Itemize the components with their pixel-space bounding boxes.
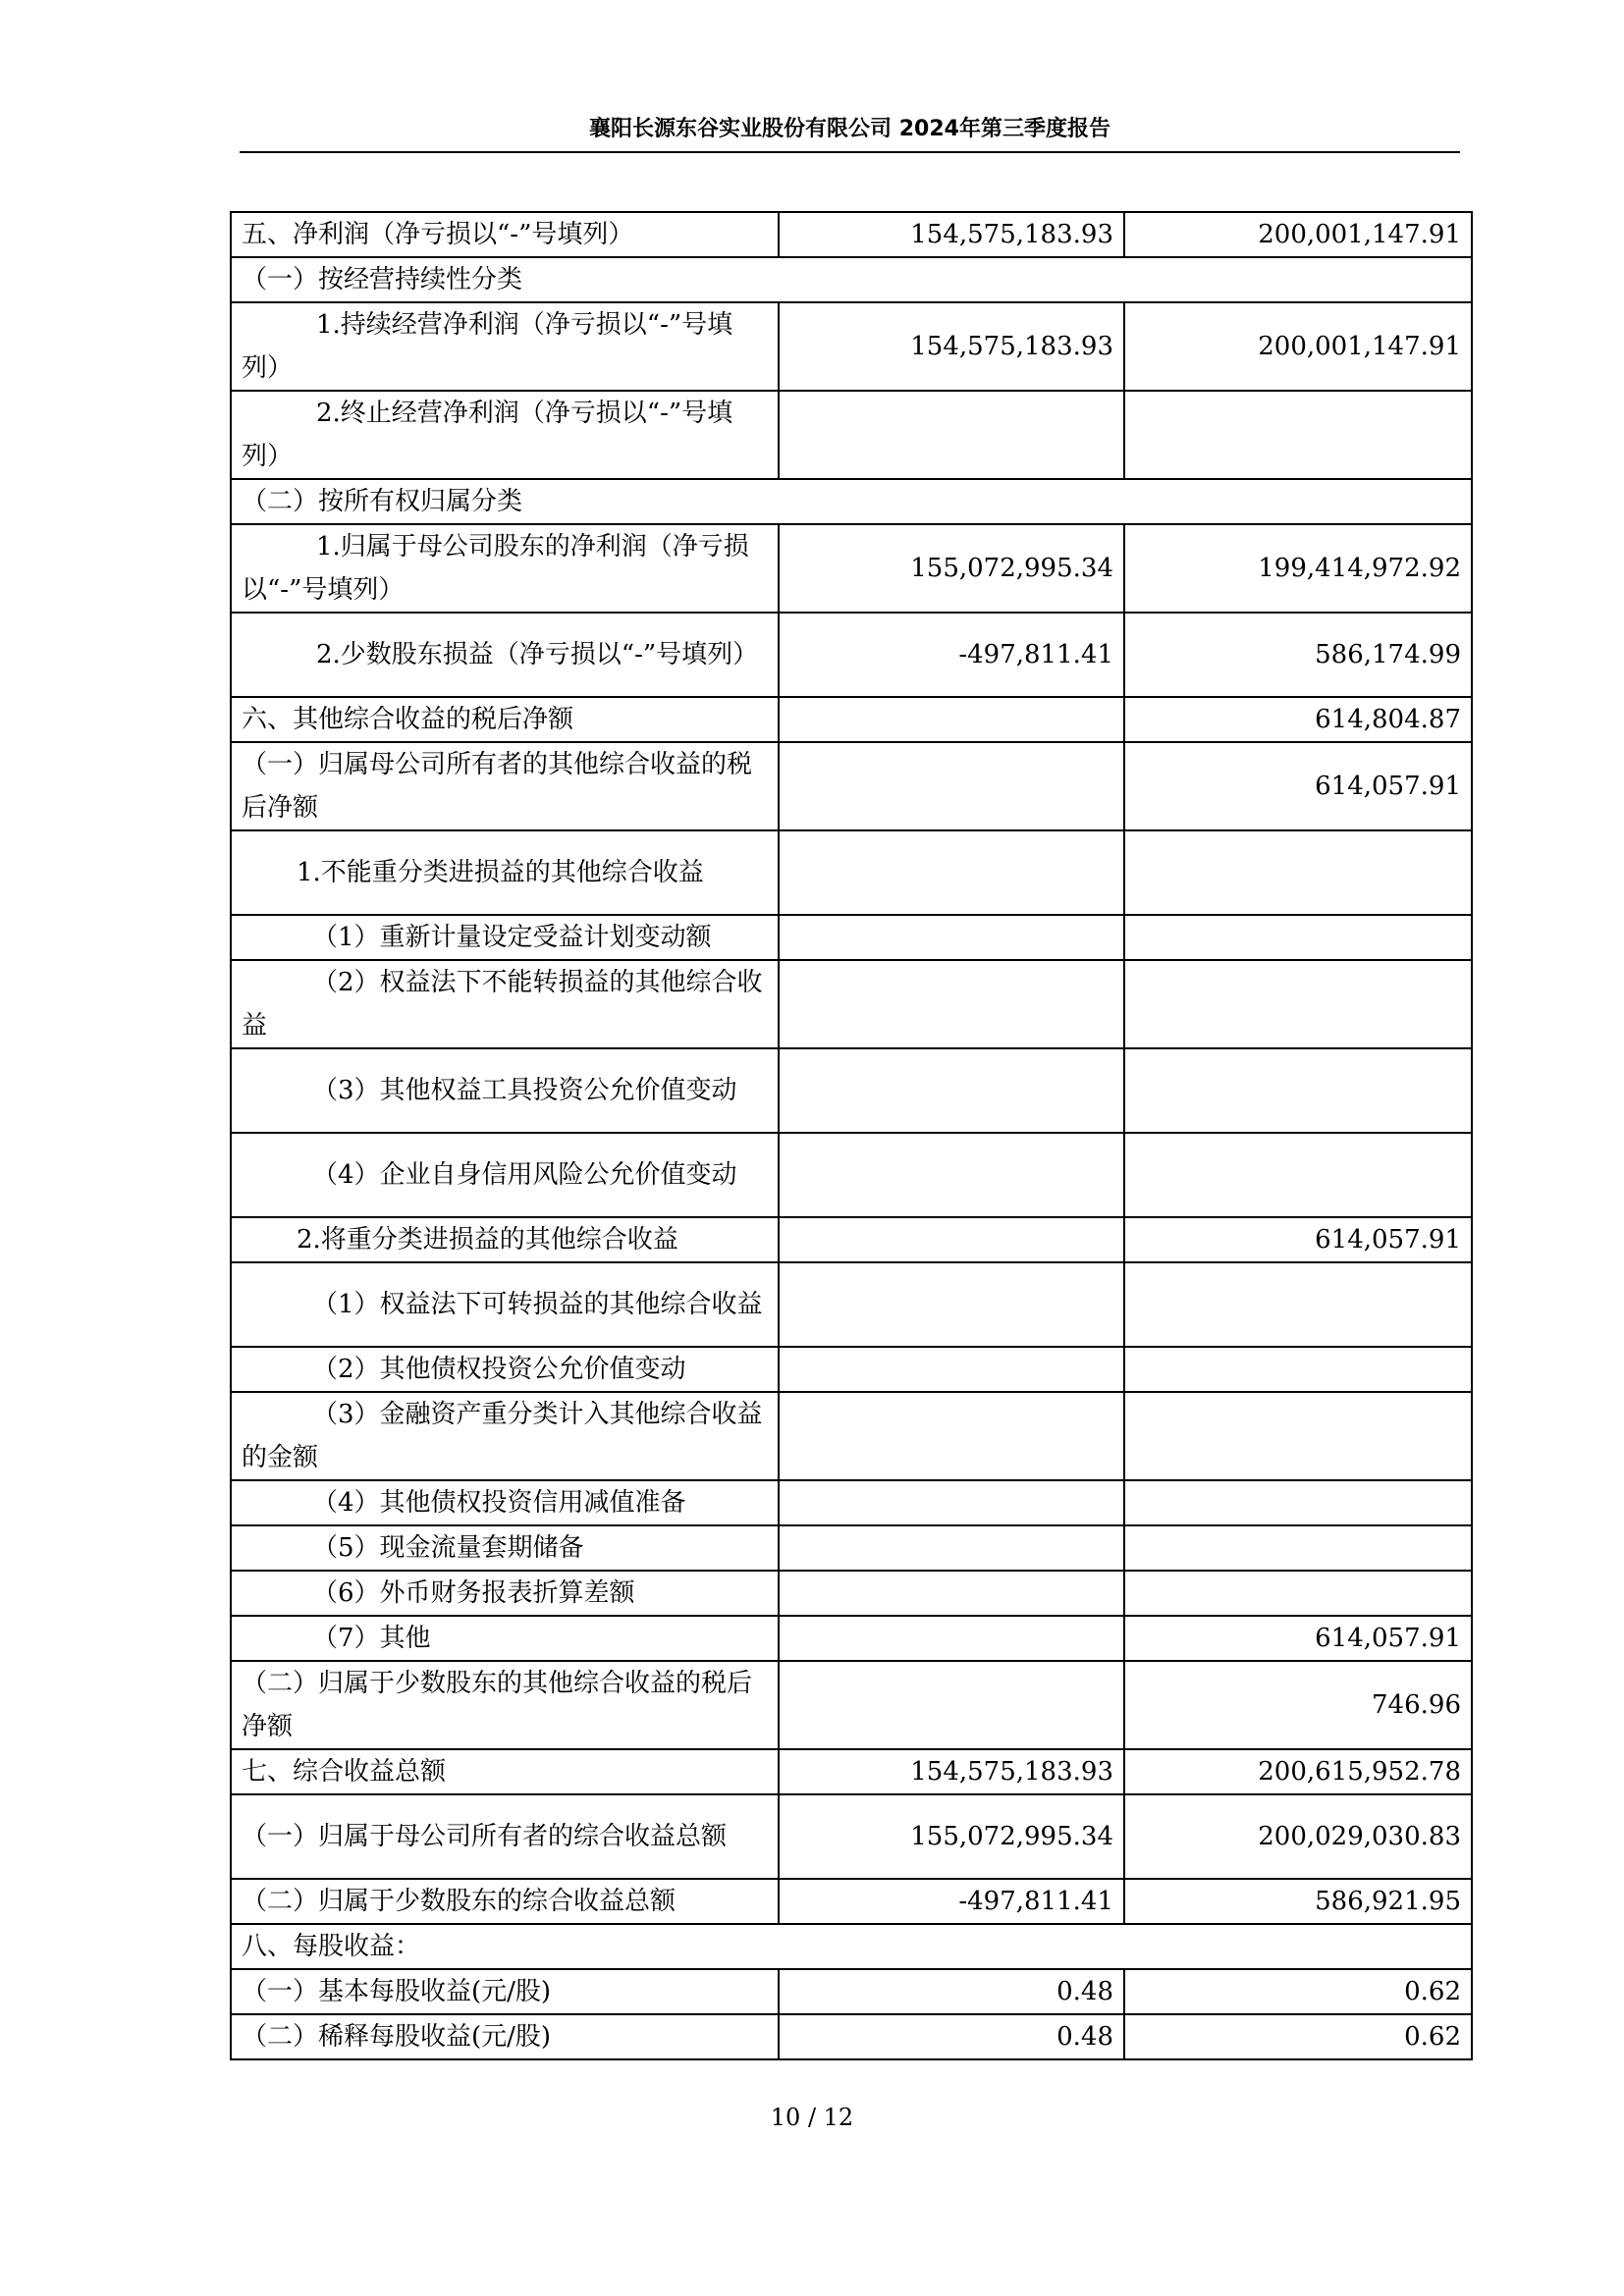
prior-period-value: [1124, 1525, 1472, 1571]
row-label: （二）归属于少数股东的综合收益总额: [231, 1879, 779, 1924]
table-row: [231, 1048, 1472, 1133]
prior-period-value: 586,921.95: [1124, 1879, 1472, 1924]
income-statement-body: [231, 212, 1472, 2059]
prior-period-value: 0.62: [1124, 1969, 1472, 2014]
current-period-value: [779, 1571, 1124, 1616]
row-label: （一）归属母公司所有者的其他综合收益的税后净额: [231, 742, 779, 830]
current-period-value: 154,575,183.93: [779, 302, 1124, 391]
table-row: [231, 524, 1472, 613]
row-label: 1.持续经营净利润（净亏损以“-”号填列）: [231, 302, 779, 391]
table-row: [231, 1571, 1472, 1616]
prior-period-value: [1124, 1262, 1472, 1347]
prior-period-value: 200,001,147.91: [1124, 212, 1472, 257]
row-label: （4）其他债权投资信用减值准备: [231, 1480, 779, 1525]
prior-period-value: [1124, 1347, 1472, 1392]
table-row: [231, 830, 1472, 915]
table-row: [231, 1969, 1472, 2014]
table-row: [231, 1879, 1472, 1924]
prior-period-value: 614,057.91: [1124, 1217, 1472, 1262]
row-label: （一）归属于母公司所有者的综合收益总额: [231, 1794, 779, 1879]
current-period-value: 0.48: [779, 2014, 1124, 2059]
current-period-value: [779, 1048, 1124, 1133]
current-period-value: 0.48: [779, 1969, 1124, 2014]
row-label: 2.少数股东损益（净亏损以“-”号填列）: [231, 613, 779, 697]
row-label: （1）重新计量设定受益计划变动额: [231, 915, 779, 960]
current-period-value: 154,575,183.93: [779, 1749, 1124, 1794]
table-row: [231, 1661, 1472, 1749]
row-label: （3）其他权益工具投资公允价值变动: [231, 1048, 779, 1133]
current-period-value: [779, 1480, 1124, 1525]
current-period-value: [779, 960, 1124, 1048]
prior-period-value: [1124, 391, 1472, 479]
current-period-value: [779, 1392, 1124, 1480]
table-row: [231, 479, 1472, 524]
current-period-value: [779, 1525, 1124, 1571]
prior-period-value: 200,029,030.83: [1124, 1794, 1472, 1879]
row-label: 六、其他综合收益的税后净额: [231, 697, 779, 742]
current-period-value: [779, 1133, 1124, 1217]
row-label: 七、综合收益总额: [231, 1749, 779, 1794]
table-row: [231, 697, 1472, 742]
table-row: [231, 257, 1472, 302]
table-row: [231, 2014, 1472, 2059]
current-period-value: 155,072,995.34: [779, 524, 1124, 613]
row-label: （3）金融资产重分类计入其他综合收益的金额: [231, 1392, 779, 1480]
row-label: （二）按所有权归属分类: [231, 479, 1472, 524]
prior-period-value: [1124, 1480, 1472, 1525]
row-label: （1）权益法下可转损益的其他综合收益: [231, 1262, 779, 1347]
table-row: [231, 960, 1472, 1048]
prior-period-value: [1124, 830, 1472, 915]
current-period-value: [779, 1347, 1124, 1392]
table-row: [231, 1924, 1472, 1969]
table-row: [231, 391, 1472, 479]
prior-period-value: [1124, 1571, 1472, 1616]
current-period-value: [779, 1616, 1124, 1661]
current-period-value: [779, 830, 1124, 915]
current-period-value: [779, 1217, 1124, 1262]
current-period-value: 154,575,183.93: [779, 212, 1124, 257]
table-row: [231, 1794, 1472, 1879]
table-row: [231, 915, 1472, 960]
header-divider: [240, 151, 1460, 153]
prior-period-value: [1124, 1392, 1472, 1480]
current-period-value: [779, 1262, 1124, 1347]
prior-period-value: 614,057.91: [1124, 1616, 1472, 1661]
table-row: [231, 1616, 1472, 1661]
table-row: [231, 1749, 1472, 1794]
row-label: （6）外币财务报表折算差额: [231, 1571, 779, 1616]
table-row: [231, 212, 1472, 257]
table-row: [231, 1525, 1472, 1571]
row-label: （二）稀释每股收益(元/股): [231, 2014, 779, 2059]
prior-period-value: 199,414,972.92: [1124, 524, 1472, 613]
current-period-value: [779, 742, 1124, 830]
table-row: [231, 613, 1472, 697]
current-period-value: [779, 697, 1124, 742]
row-label: 1.不能重分类进损益的其他综合收益: [231, 830, 779, 915]
prior-period-value: 586,174.99: [1124, 613, 1472, 697]
row-label: （4）企业自身信用风险公允价值变动: [231, 1133, 779, 1217]
prior-period-value: 200,001,147.91: [1124, 302, 1472, 391]
row-label: （5）现金流量套期储备: [231, 1525, 779, 1571]
current-period-value: -497,811.41: [779, 1879, 1124, 1924]
current-period-value: -497,811.41: [779, 613, 1124, 697]
table-row: [231, 1347, 1472, 1392]
current-period-value: [779, 391, 1124, 479]
current-period-value: 155,072,995.34: [779, 1794, 1124, 1879]
row-label: （二）归属于少数股东的其他综合收益的税后净额: [231, 1661, 779, 1749]
prior-period-value: 746.96: [1124, 1661, 1472, 1749]
prior-period-value: [1124, 1048, 1472, 1133]
page-number: 10 / 12: [770, 2104, 854, 2131]
table-row: [231, 1480, 1472, 1525]
row-label: （2）其他债权投资公允价值变动: [231, 1347, 779, 1392]
table-row: [231, 1262, 1472, 1347]
row-label: （一）按经营持续性分类: [231, 257, 1472, 302]
row-label: 2.将重分类进损益的其他综合收益: [231, 1217, 779, 1262]
row-label: 五、净利润（净亏损以“-”号填列）: [231, 212, 779, 257]
table-row: [231, 302, 1472, 391]
table-row: [231, 1217, 1472, 1262]
row-label: 1.归属于母公司股东的净利润（净亏损以“-”号填列）: [231, 524, 779, 613]
prior-period-value: 614,057.91: [1124, 742, 1472, 830]
row-label: 八、每股收益：: [231, 1924, 1472, 1969]
income-statement-table: [230, 211, 1473, 2060]
prior-period-value: 200,615,952.78: [1124, 1749, 1472, 1794]
row-label: （7）其他: [231, 1616, 779, 1661]
table-row: [231, 1133, 1472, 1217]
table-row: [231, 1392, 1472, 1480]
table-row: [231, 742, 1472, 830]
current-period-value: [779, 915, 1124, 960]
prior-period-value: 0.62: [1124, 2014, 1472, 2059]
row-label: 2.终止经营净利润（净亏损以“-”号填列）: [231, 391, 779, 479]
prior-period-value: [1124, 915, 1472, 960]
current-period-value: [779, 1661, 1124, 1749]
prior-period-value: 614,804.87: [1124, 697, 1472, 742]
prior-period-value: [1124, 1133, 1472, 1217]
report-header-title: 襄阳长源东谷实业股份有限公司 2024年第三季度报告: [589, 117, 1110, 141]
row-label: （一）基本每股收益(元/股): [231, 1969, 779, 2014]
prior-period-value: [1124, 960, 1472, 1048]
row-label: （2）权益法下不能转损益的其他综合收益: [231, 960, 779, 1048]
